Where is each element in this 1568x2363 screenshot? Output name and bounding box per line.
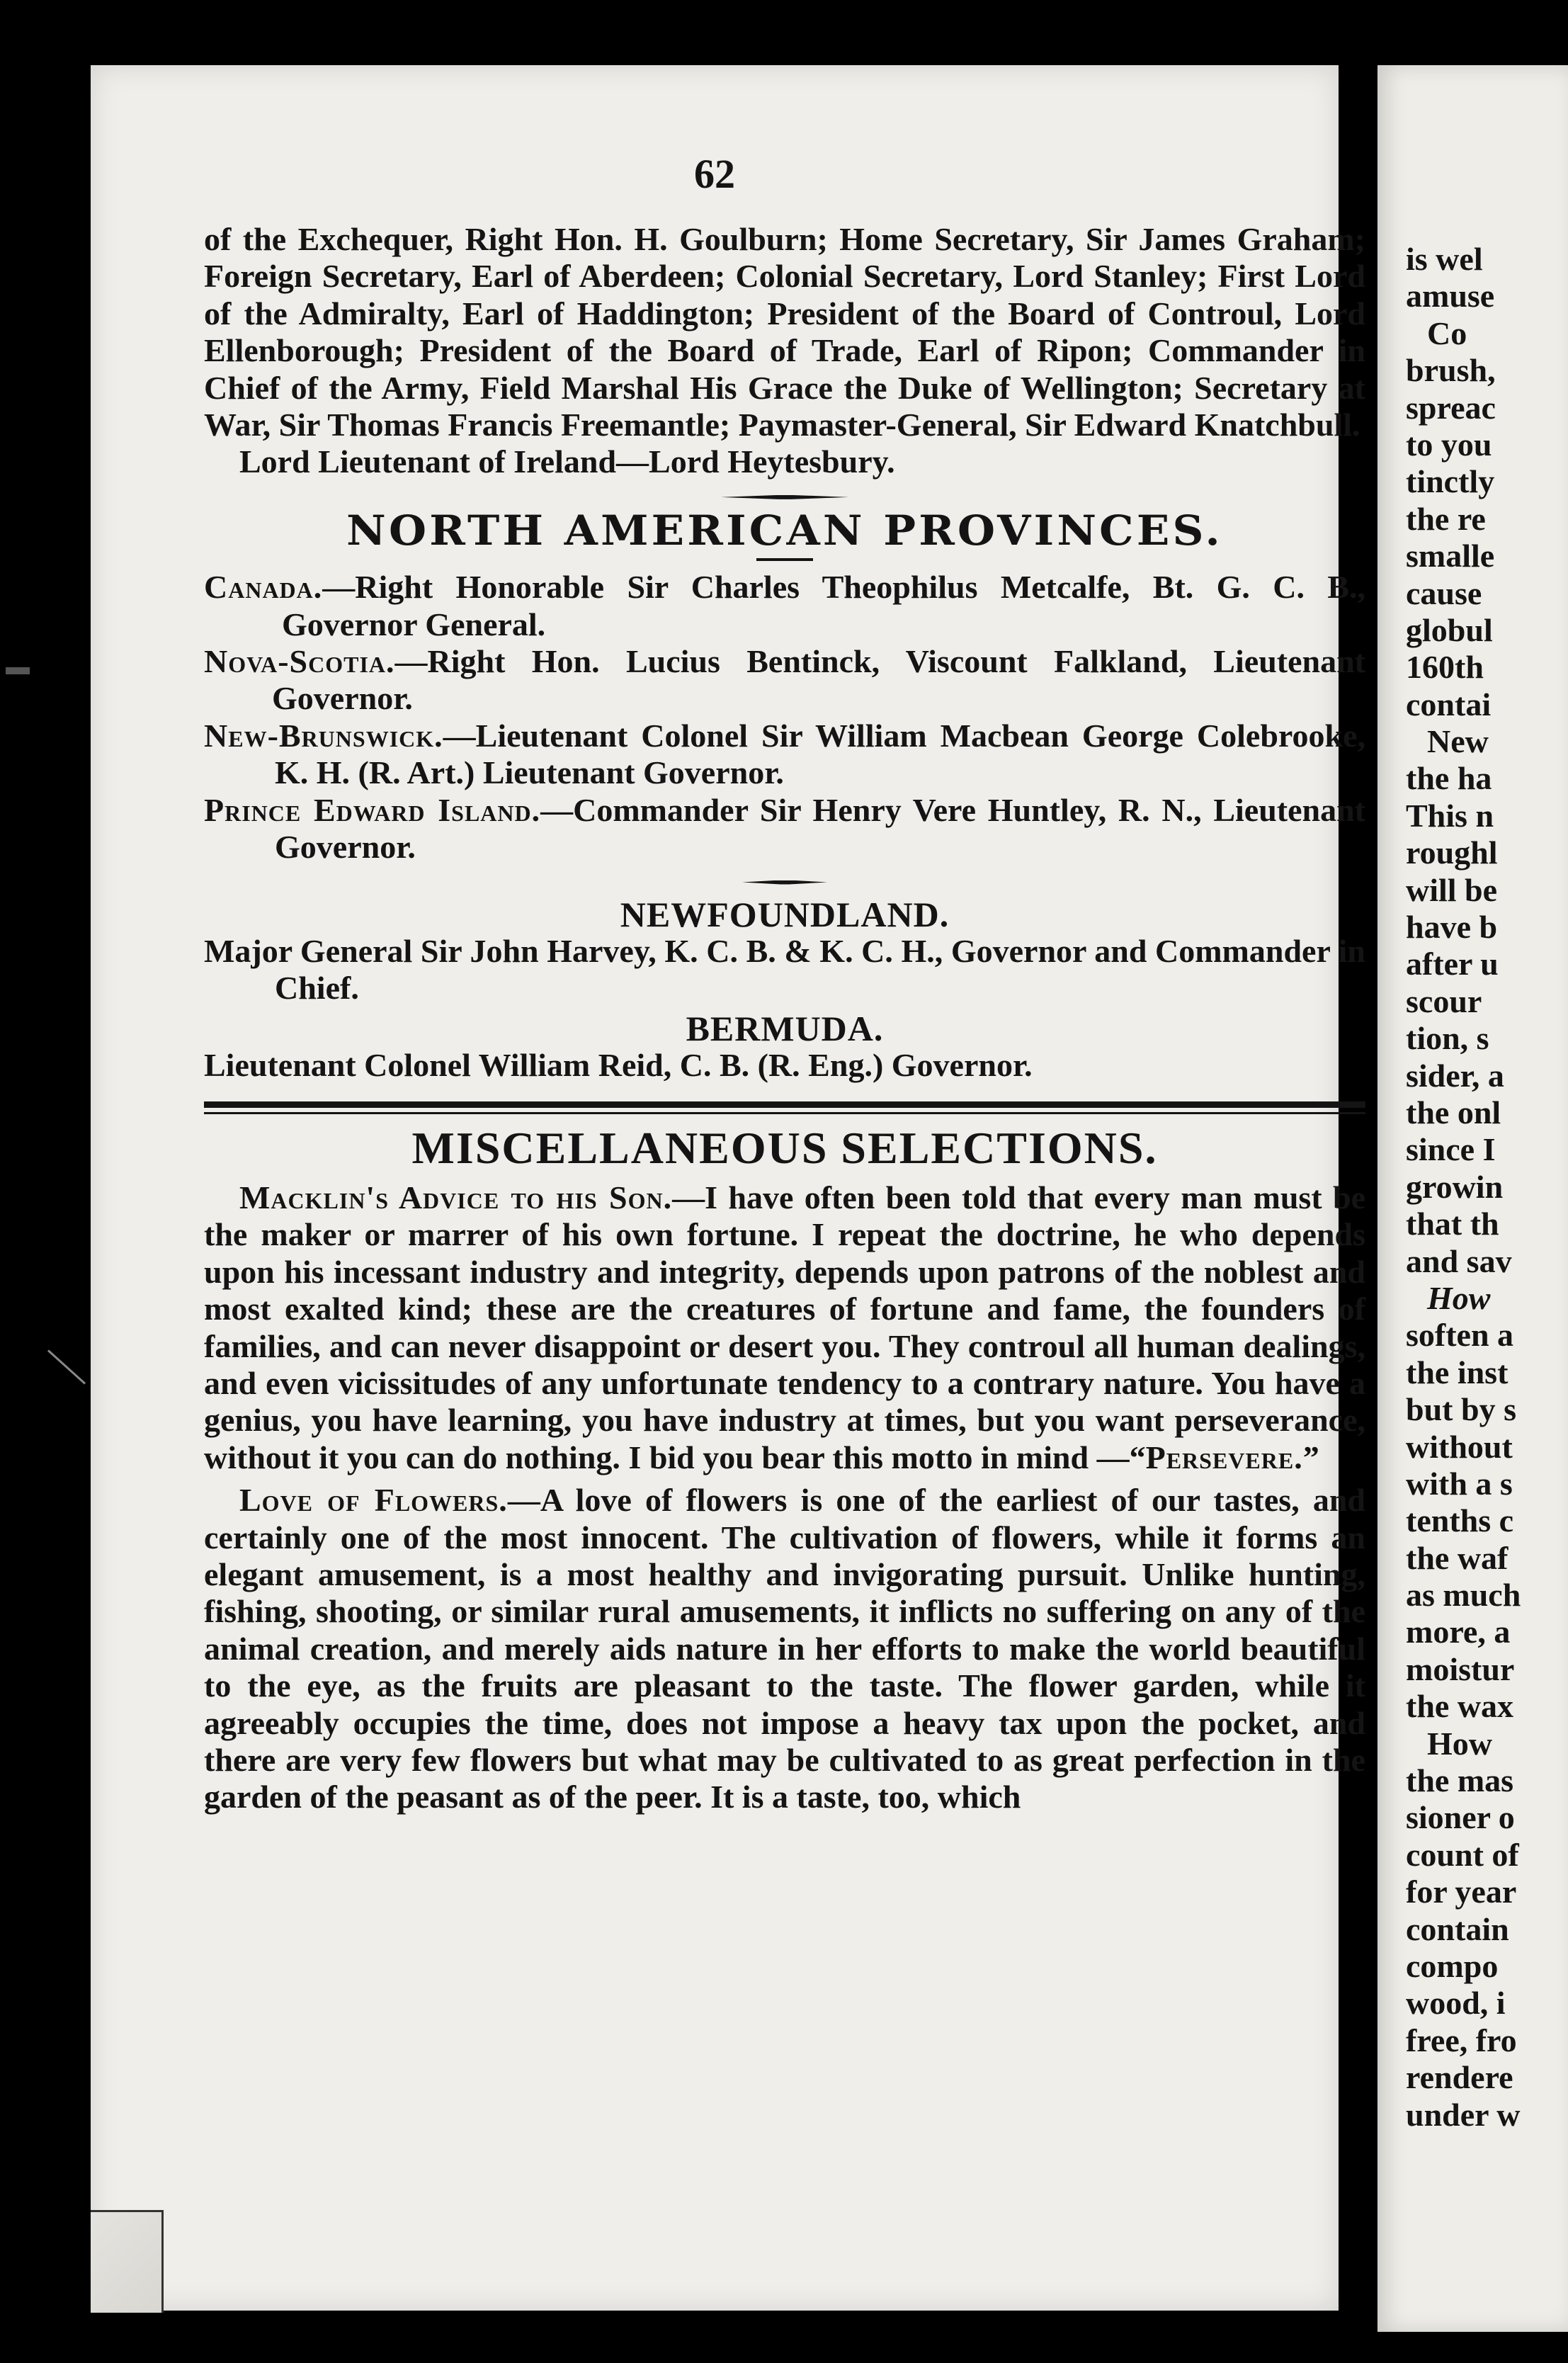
province-text: —Lieutenant Colonel Sir William Macbean George Colebrooke, K. H. (R. Art.) Lieutenant Governor. bbox=[275, 717, 1365, 791]
fragment-line: the mas bbox=[1406, 1762, 1514, 1799]
fragment-line: How bbox=[1427, 1279, 1491, 1316]
fragment-line: that th bbox=[1406, 1206, 1499, 1242]
fragment-line: Co bbox=[1427, 314, 1467, 351]
fragment-line: New bbox=[1427, 723, 1489, 760]
fragment-line: rendere bbox=[1406, 2059, 1513, 2096]
province-text: —Right Hon. Lucius Bentinck, Viscount Falkland, Lieutenant Governor. bbox=[272, 643, 1365, 717]
left-page bbox=[91, 65, 1365, 2311]
article-title: Love of Flowers. bbox=[239, 1482, 508, 1519]
article-body: —A love of flowers is one of the earliest of our tastes, and certainly one of the most innocent. The cultivation of flowers, while it forms an elegant amusement, is a most healthy and invigorating pursuit. Unlike hunting, fishing, shooting, or similar rural amusements, it inflicts no suffering on any of the animal creation, and merely aids nature in her efforts to make the world beautiful to the eye, as the fruits are pleasant to the taste. The flower garden, while it agreeably occupies the time, does not impose a heavy tax upon the pocket, and there are very few flowers but what may be cultivated to as great perfection in the garden of the peasant as of the peer. It is a taste, too, which bbox=[204, 1482, 1365, 1815]
section-rule bbox=[204, 1101, 1365, 1114]
fragment-line: will be bbox=[1406, 871, 1498, 908]
folded-corner bbox=[91, 2210, 164, 2313]
fragment-line: under w bbox=[1406, 2096, 1521, 2133]
province-entry bbox=[204, 643, 1365, 718]
fragment-line: after u bbox=[1406, 946, 1499, 982]
fragment-line: tenths c bbox=[1406, 1502, 1514, 1539]
bermuda-heading: BERMUDA. bbox=[686, 1008, 884, 1048]
fragment-line: 160th bbox=[1406, 649, 1484, 686]
fragment-line: moistur bbox=[1406, 1650, 1515, 1687]
fragment-line: contai bbox=[1406, 686, 1492, 722]
province-name: Canada. bbox=[204, 569, 323, 606]
cabinet-paragraph: of the Exchequer, Right Hon. H. Goulburn; Home Secretary, Sir James Graham; Foreign Secretary, Earl of Aberdeen; Colonial Secretary, Lord Stanley; First Lord of the Admiralty, Earl of Haddington; President of the Board of Controul, Lord Ellenborough; President of the Board of Trade, Earl of Ripon; Commander in Chief of the Army, Field Marshal His Grace the Duke of Wellington; Secretary at War, Sir Thomas Francis Freemantle; Paymaster-General, Sir Edward Knatchbull. bbox=[204, 221, 1365, 443]
newfoundland-text: Major General Sir John Harvey, K. C. B. & K. C. H., Governor and Commander in Chief. bbox=[204, 932, 1365, 1007]
flowers-article bbox=[204, 1482, 1365, 1816]
fragment-line: as much bbox=[1406, 1577, 1521, 1614]
article-motto: Persevere. bbox=[1145, 1439, 1303, 1475]
fragment-line: but by s bbox=[1406, 1391, 1516, 1428]
fragment-line: more, a bbox=[1406, 1614, 1511, 1650]
fragment-line: globul bbox=[1406, 611, 1493, 648]
province-name: Prince Edward Island. bbox=[204, 791, 541, 828]
fragment-line: free, fro bbox=[1406, 2022, 1517, 2058]
binding-mark bbox=[6, 667, 30, 674]
article-body: —I have often been told that every man must be the maker or marrer of his own fortune. I repeat the doctrine, he who depends upon his incessant industry and integrity, depends upon patrons of the noblest and most exalted kind; these are the creatures of fortune and fame, the founders of families, and can never disappoint or desert you. They controul all human dealings, and even vicissitudes of any unfortunate tendency to a contrary nature. You have a genius, you have learning, you have industry at times, but you want perseverance, without it you can do nothing. I bid you bear this motto in mind —“ bbox=[204, 1179, 1365, 1475]
article-title: Macklin's Advice to his Son. bbox=[239, 1179, 673, 1216]
province-entry bbox=[204, 792, 1365, 866]
fragment-line: compo bbox=[1406, 1947, 1499, 1984]
fragment-line: with a s bbox=[1406, 1465, 1513, 1502]
fragment-line: tinctly bbox=[1406, 463, 1495, 500]
ornament-divider bbox=[204, 872, 1365, 893]
province-entry bbox=[204, 569, 1365, 643]
fragment-line: sider, a bbox=[1406, 1057, 1504, 1094]
macklin-article bbox=[204, 1179, 1365, 1476]
fragment-line: spreac bbox=[1406, 389, 1496, 426]
page-number: 62 bbox=[694, 151, 735, 197]
article-end: ” bbox=[1302, 1439, 1319, 1475]
stray-mark bbox=[47, 1349, 86, 1384]
fragment-line: roughl bbox=[1406, 834, 1498, 871]
north-american-heading: NORTH AMERICAN PROVINCES. bbox=[346, 506, 1223, 555]
right-page bbox=[1377, 65, 1568, 2332]
fragment-line: cause bbox=[1406, 574, 1482, 611]
fragment-line: This n bbox=[1406, 797, 1494, 834]
fragment-line: brush, bbox=[1406, 352, 1496, 389]
misc-heading: MISCELLANEOUS SELECTIONS. bbox=[411, 1122, 1158, 1173]
fragment-line: without bbox=[1406, 1428, 1513, 1465]
newfoundland-heading: NEWFOUNDLAND. bbox=[620, 894, 950, 934]
province-text: —Right Honorable Sir Charles Theophilus Metcalfe, Bt. G. C. B., Governor General. bbox=[282, 569, 1365, 642]
fragment-line: since I bbox=[1406, 1131, 1496, 1168]
province-name: Nova-Scotia. bbox=[204, 643, 395, 680]
fragment-line: have b bbox=[1406, 909, 1498, 946]
fragment-line: the ha bbox=[1406, 760, 1492, 797]
province-entry bbox=[204, 718, 1365, 792]
province-name: New-Brunswick. bbox=[204, 717, 443, 754]
fragment-line: count of bbox=[1406, 1836, 1519, 1873]
fragment-line: sioner o bbox=[1406, 1799, 1515, 1836]
page-content bbox=[204, 221, 1365, 1816]
fragment-line: tion, s bbox=[1406, 1020, 1489, 1057]
fragment-line: smalle bbox=[1406, 538, 1495, 574]
fragment-line: for year bbox=[1406, 1874, 1517, 1910]
ireland-line: Lord Lieutenant of Ireland—Lord Heytesbury. bbox=[239, 443, 895, 480]
fragment-line: growin bbox=[1406, 1168, 1504, 1205]
fragment-line: the wax bbox=[1406, 1688, 1514, 1725]
fragment-line: the re bbox=[1406, 500, 1486, 537]
fragment-line: the waf bbox=[1406, 1539, 1509, 1576]
fragment-line: contain bbox=[1406, 1910, 1509, 1947]
ornament-divider bbox=[204, 487, 1365, 508]
fragment-line: scour bbox=[1406, 982, 1482, 1019]
fragment-line: and sav bbox=[1406, 1242, 1512, 1279]
fragment-line: the onl bbox=[1406, 1094, 1501, 1130]
bermuda-text: Lieutenant Colonel William Reid, C. B. (R. Eng.) Governor. bbox=[204, 1047, 1033, 1084]
province-text: —Commander Sir Henry Vere Huntley, R. N., Lieutenant Governor. bbox=[275, 791, 1365, 866]
fragment-line: is wel bbox=[1406, 241, 1483, 277]
right-page-fragments bbox=[1406, 241, 1568, 2134]
fragment-line: How bbox=[1427, 1725, 1492, 1762]
fragment-line: soften a bbox=[1406, 1317, 1514, 1354]
short-rule bbox=[204, 555, 1365, 565]
fragment-line: the inst bbox=[1406, 1354, 1509, 1390]
fragment-line: wood, i bbox=[1406, 1985, 1506, 2022]
fragment-line: to you bbox=[1406, 426, 1492, 463]
fragment-line: amuse bbox=[1406, 278, 1495, 314]
